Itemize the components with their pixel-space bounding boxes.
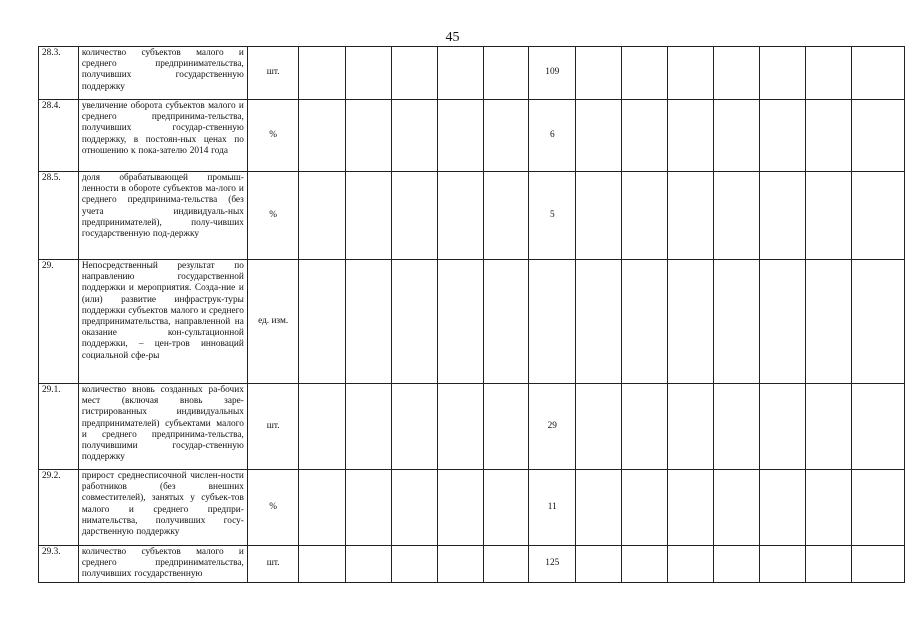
row-value: 29	[529, 384, 576, 470]
empty-cell	[851, 100, 904, 172]
empty-cell	[851, 546, 904, 583]
row-number: 29.1.	[39, 384, 79, 470]
empty-cell	[851, 260, 904, 384]
empty-cell	[667, 100, 713, 172]
empty-cell	[667, 384, 713, 470]
empty-cell	[392, 470, 437, 546]
row-description: прирост среднесписочной числен-ности работников (без внешних совместителей), занятых у субъек-тов малого и среднего предпри-нимательства, получивших госу-дарственную поддержку	[78, 470, 247, 546]
empty-cell	[345, 470, 391, 546]
empty-cell	[392, 546, 437, 583]
empty-cell	[667, 172, 713, 260]
empty-cell	[437, 47, 483, 100]
empty-cell	[714, 100, 759, 172]
empty-cell	[622, 100, 667, 172]
empty-cell	[667, 47, 713, 100]
empty-cell	[437, 384, 483, 470]
row-description: увеличение оборота субъектов малого и среднего предпринима-тельства, получивших государ-ственную поддержку, в постоян-ных ценах по отношению к пока-зателю 2014 года	[78, 100, 247, 172]
empty-cell	[851, 47, 904, 100]
empty-cell	[484, 100, 529, 172]
empty-cell	[806, 470, 851, 546]
empty-cell	[437, 260, 483, 384]
empty-cell	[759, 384, 805, 470]
empty-cell	[851, 384, 904, 470]
row-number: 29.2.	[39, 470, 79, 546]
empty-cell	[851, 172, 904, 260]
empty-cell	[299, 470, 345, 546]
row-unit: %	[247, 470, 299, 546]
empty-cell	[437, 172, 483, 260]
empty-cell	[714, 546, 759, 583]
empty-cell	[622, 546, 667, 583]
row-unit: %	[247, 100, 299, 172]
empty-cell	[576, 100, 622, 172]
row-description: количество субъектов малого и среднего предпринимательства, получивших государственную поддержку	[78, 47, 247, 100]
empty-cell	[345, 47, 391, 100]
empty-cell	[437, 470, 483, 546]
empty-cell	[299, 47, 345, 100]
table-row	[39, 546, 905, 583]
empty-cell	[345, 260, 391, 384]
empty-cell	[484, 172, 529, 260]
row-unit: шт.	[247, 384, 299, 470]
empty-cell	[806, 172, 851, 260]
empty-cell	[299, 260, 345, 384]
row-description: количество субъектов малого и среднего предпринимательства, получивших государственную	[78, 546, 247, 583]
empty-cell	[759, 47, 805, 100]
empty-cell	[759, 172, 805, 260]
row-description: доля обрабатывающей промыш-ленности в обороте субъектов ма-лого и среднего предпринима-тельства (без учета индивидуаль-ных предпринимателей), полу-чивших государственную под-держку	[78, 172, 247, 260]
empty-cell	[576, 172, 622, 260]
empty-cell	[759, 470, 805, 546]
page-number: 45	[445, 30, 460, 45]
row-value	[529, 260, 576, 384]
empty-cell	[392, 47, 437, 100]
empty-cell	[667, 260, 713, 384]
empty-cell	[622, 47, 667, 100]
empty-cell	[484, 470, 529, 546]
row-number: 29.3.	[39, 546, 79, 583]
empty-cell	[576, 384, 622, 470]
row-description: количество вновь созданных ра-бочих мест (включая вновь заре-гистрированных индивидуальных предпринимателей) субъектами малого и среднего предпринима-тельства, получившими государ-ственную поддержку	[78, 384, 247, 470]
empty-cell	[576, 470, 622, 546]
empty-cell	[392, 260, 437, 384]
empty-cell	[484, 47, 529, 100]
row-number: 29.	[39, 260, 79, 384]
empty-cell	[576, 47, 622, 100]
table-row	[39, 47, 905, 100]
empty-cell	[714, 172, 759, 260]
empty-cell	[345, 172, 391, 260]
row-unit: %	[247, 172, 299, 260]
empty-cell	[806, 384, 851, 470]
empty-cell	[714, 470, 759, 546]
empty-cell	[345, 100, 391, 172]
empty-cell	[622, 384, 667, 470]
empty-cell	[392, 100, 437, 172]
empty-cell	[714, 260, 759, 384]
empty-cell	[667, 546, 713, 583]
table-row	[39, 172, 905, 260]
empty-cell	[484, 384, 529, 470]
empty-cell	[759, 260, 805, 384]
empty-cell	[806, 260, 851, 384]
empty-cell	[484, 546, 529, 583]
empty-cell	[484, 260, 529, 384]
indicators-table	[38, 46, 905, 583]
row-value: 125	[529, 546, 576, 583]
table-row	[39, 384, 905, 470]
row-value: 11	[529, 470, 576, 546]
empty-cell	[299, 172, 345, 260]
empty-cell	[622, 470, 667, 546]
empty-cell	[299, 100, 345, 172]
empty-cell	[851, 470, 904, 546]
empty-cell	[299, 384, 345, 470]
empty-cell	[806, 546, 851, 583]
row-number: 28.4.	[39, 100, 79, 172]
empty-cell	[759, 546, 805, 583]
table-row	[39, 260, 905, 384]
empty-cell	[714, 384, 759, 470]
row-unit: шт.	[247, 546, 299, 583]
empty-cell	[667, 470, 713, 546]
row-unit: ед. изм.	[247, 260, 299, 384]
empty-cell	[576, 260, 622, 384]
row-value: 5	[529, 172, 576, 260]
empty-cell	[622, 260, 667, 384]
empty-cell	[345, 546, 391, 583]
empty-cell	[714, 47, 759, 100]
empty-cell	[622, 172, 667, 260]
table-row	[39, 470, 905, 546]
empty-cell	[759, 100, 805, 172]
empty-cell	[437, 546, 483, 583]
empty-cell	[299, 546, 345, 583]
empty-cell	[392, 172, 437, 260]
row-description: Непосредственный результат по направлению государственной поддержки и мероприятия. Созда-ние и (или) развитие инфраструк-туры поддержки субъектов малого и среднего предпринимательства, направленной на оказание кон-сультационной поддержки, – цен-тров инноваций социальной сфе-ры	[78, 260, 247, 384]
row-value: 6	[529, 100, 576, 172]
empty-cell	[437, 100, 483, 172]
empty-cell	[806, 100, 851, 172]
empty-cell	[576, 546, 622, 583]
empty-cell	[806, 47, 851, 100]
empty-cell	[345, 384, 391, 470]
row-unit: шт.	[247, 47, 299, 100]
row-number: 28.5.	[39, 172, 79, 260]
empty-cell	[392, 384, 437, 470]
table-row	[39, 100, 905, 172]
row-value: 109	[529, 47, 576, 100]
row-number: 28.3.	[39, 47, 79, 100]
